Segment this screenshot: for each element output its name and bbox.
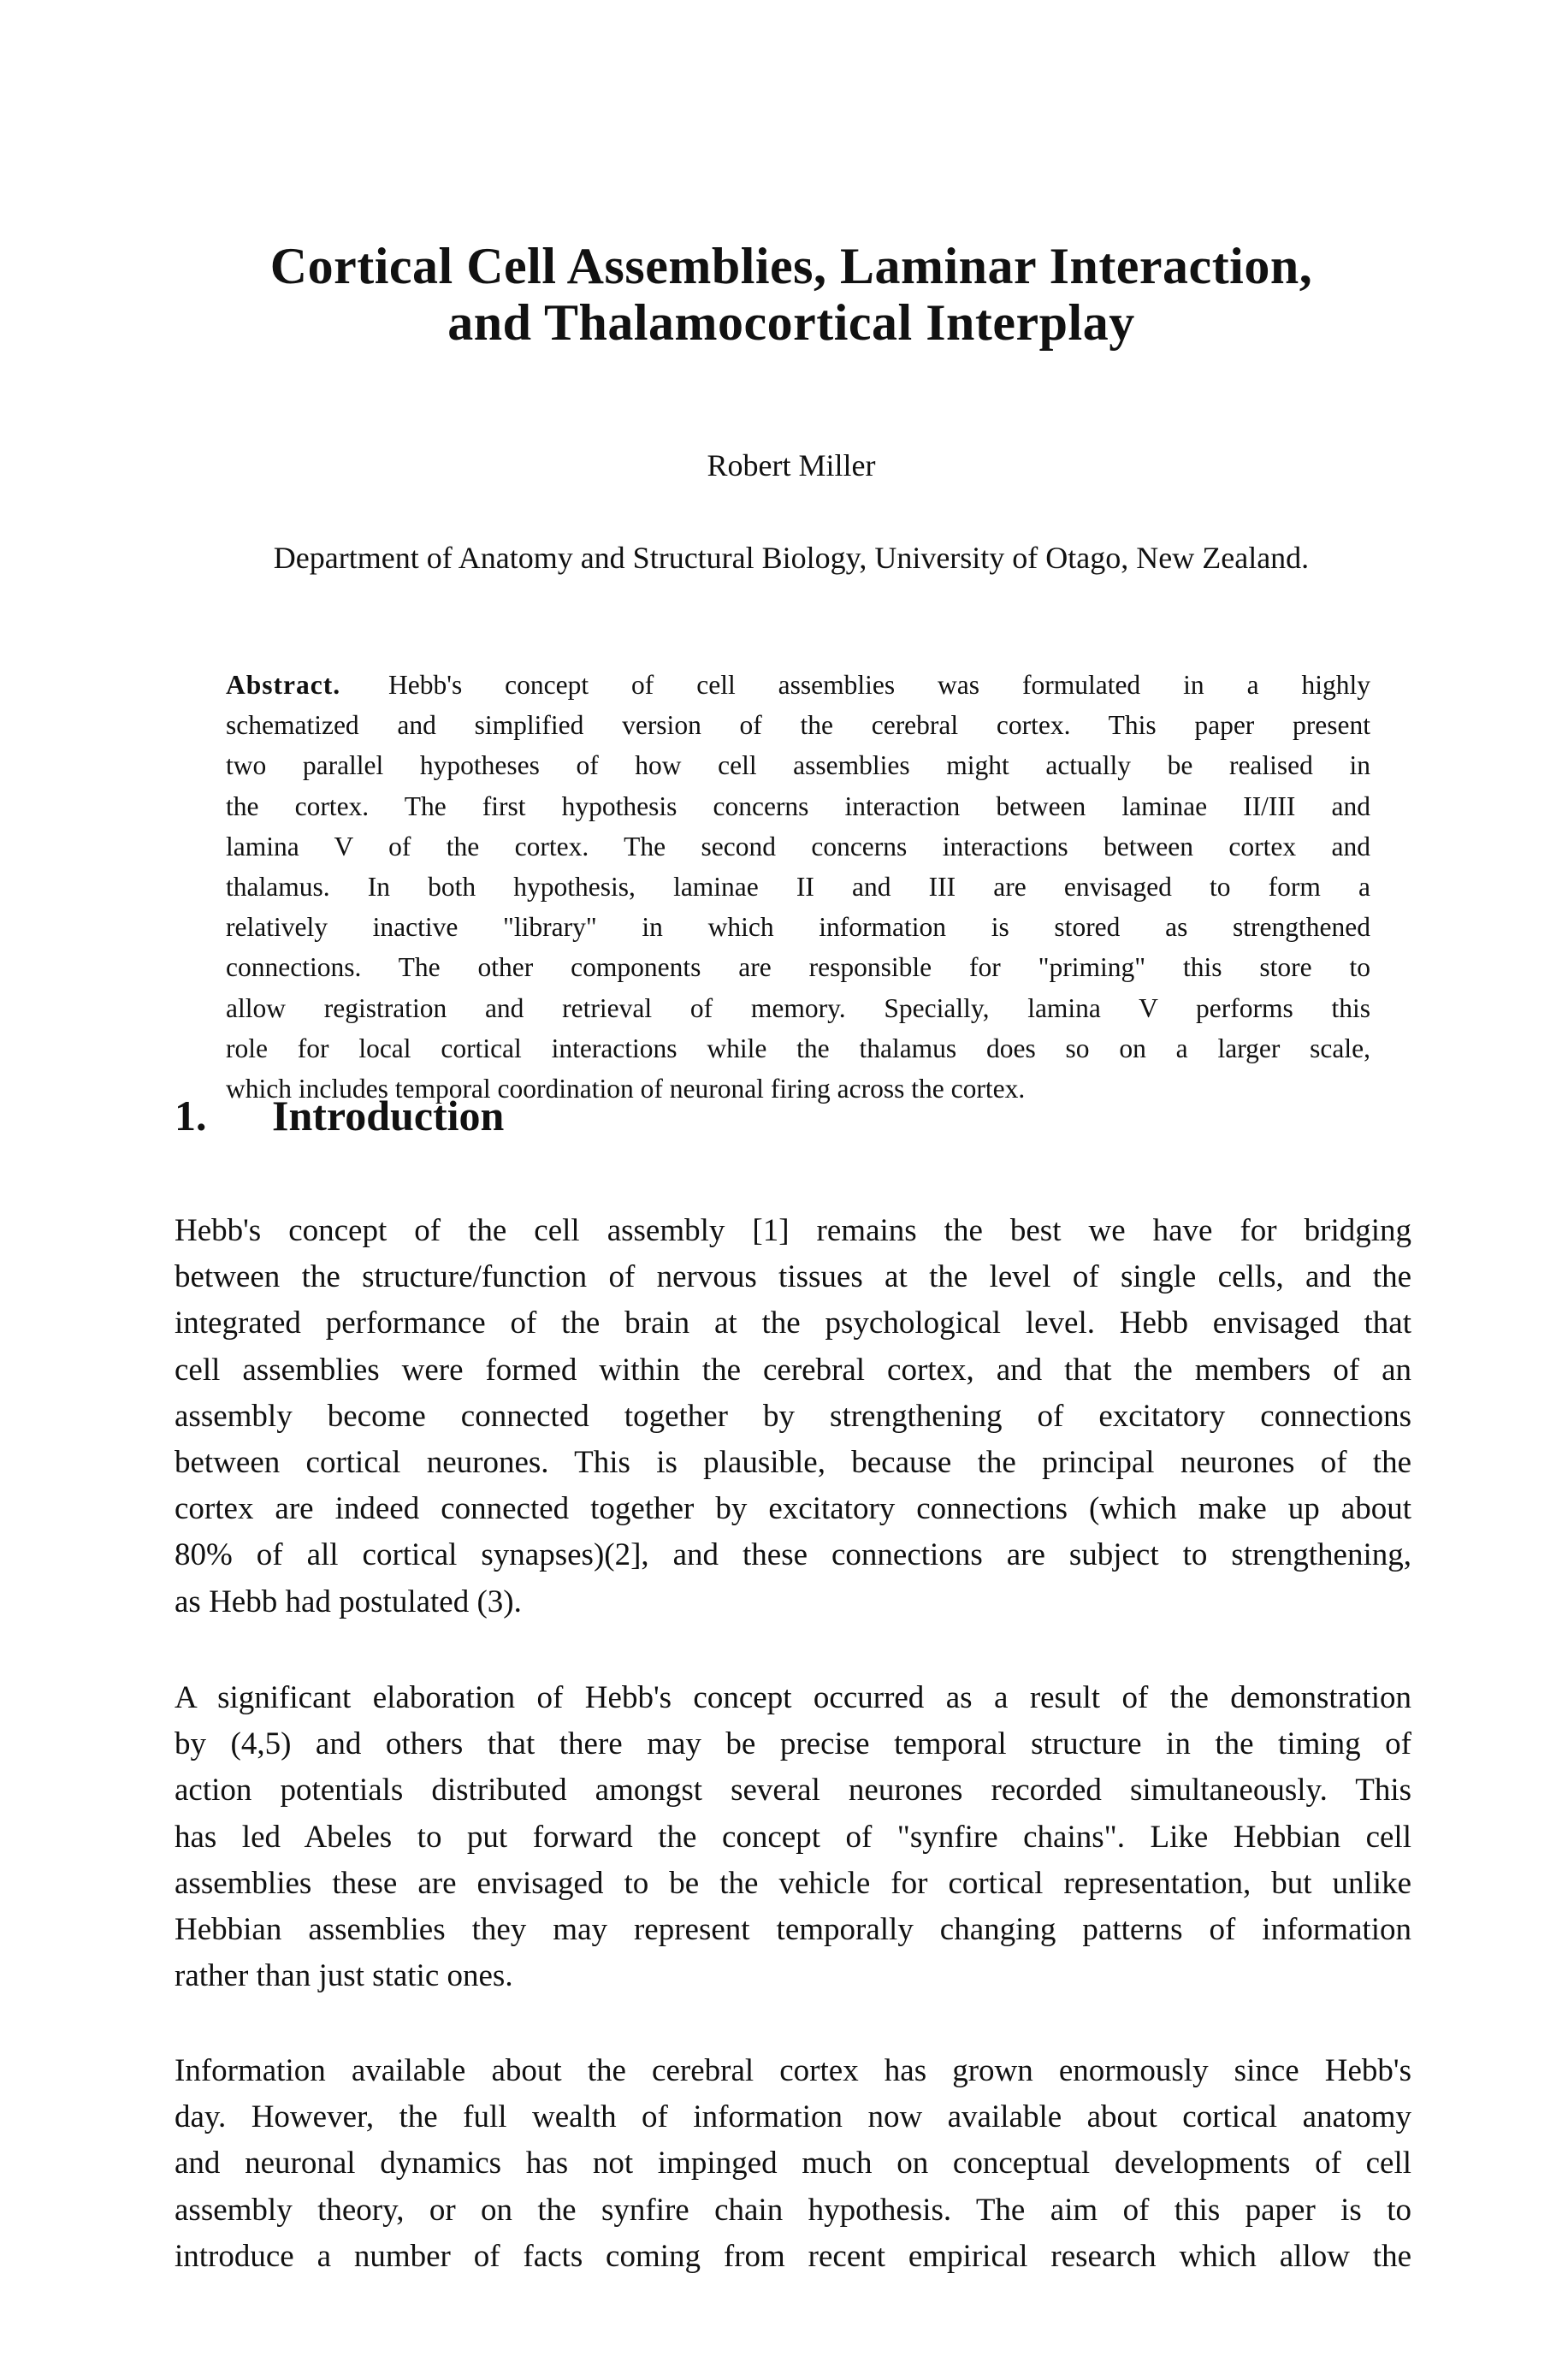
abstract-line: schematized and simplified version of the cerebral cortex. This paper present bbox=[226, 710, 1370, 741]
paragraph-line: cell assemblies were formed within the cerebral cortex, and that the members of an bbox=[175, 1352, 1411, 1388]
abstract-line: two parallel hypotheses of how cell assemblies might actually be realised in bbox=[226, 750, 1370, 781]
paragraph-line: as Hebb had postulated (3). bbox=[175, 1584, 522, 1619]
paragraph-line: cortex are indeed connected together by excitatory connections (which make up about bbox=[175, 1491, 1411, 1527]
paper-title bbox=[171, 238, 1411, 351]
abstract-line: relatively inactive "library" in which information is stored as strengthened bbox=[226, 912, 1370, 943]
paragraph-line: Information available about the cerebral cortex has grown enormously since Hebb's bbox=[175, 2053, 1411, 2088]
section-heading bbox=[175, 1090, 504, 1141]
paragraph-line: assemblies these are envisaged to be the vehicle for cortical representation, but unlike bbox=[175, 1865, 1411, 1901]
abstract-line: allow registration and retrieval of memory. Specially, lamina V performs this bbox=[226, 992, 1370, 1023]
paragraph-line: between cortical neurones. This is plausible, because the principal neurones of the bbox=[175, 1445, 1411, 1481]
abstract-line: Abstract. Hebb's concept of cell assemblies was formulated in a highly bbox=[226, 670, 1370, 700]
paragraph-line: has led Abeles to put forward the concept of "synfire chains". Like Hebbian cell bbox=[175, 1819, 1411, 1855]
paragraph-line: Hebbian assemblies they may represent temporally changing patterns of information bbox=[175, 1912, 1411, 1948]
body-paragraph bbox=[175, 1208, 1411, 1625]
abstract-label: Abstract. bbox=[226, 670, 341, 700]
section-number: 1. bbox=[175, 1092, 207, 1140]
paragraph-line: introduce a number of facts coming from recent empirical research which allow the bbox=[175, 2238, 1411, 2274]
paragraph-line: 80% of all cortical synapses)(2], and these connections are subject to strengthening, bbox=[175, 1537, 1411, 1573]
paragraph-line: assembly become connected together by strengthening of excitatory connections bbox=[175, 1398, 1411, 1434]
paragraph-line: by (4,5) and others that there may be precise temporal structure in the timing of bbox=[175, 1726, 1411, 1762]
abstract-line: role for local cortical interactions while the thalamus does so on a larger scale, bbox=[226, 1033, 1370, 1063]
body-paragraph bbox=[175, 1675, 1411, 1999]
paragraph-line: assembly theory, or on the synfire chain hypothesis. The aim of this paper is to bbox=[175, 2192, 1411, 2228]
paragraph-line: A significant elaboration of Hebb's concept occurred as a result of the demonstration bbox=[175, 1680, 1411, 1715]
abstract-line: thalamus. In both hypothesis, laminae II and III are envisaged to form a bbox=[226, 872, 1370, 903]
title-line: and Thalamocortical Interplay bbox=[447, 294, 1135, 351]
paragraph-line: integrated performance of the brain at the psychological level. Hebb envisaged that bbox=[175, 1305, 1411, 1341]
abstract-line: which includes temporal coordination of neuronal firing across the cortex. bbox=[226, 1074, 1026, 1104]
abstract-line: connections. The other components are responsible for "priming" this store to bbox=[226, 952, 1370, 983]
paragraph-line: rather than just static ones. bbox=[175, 1958, 513, 1994]
paragraph-line: between the structure/function of nervous tissues at the level of single cells, and the bbox=[175, 1259, 1411, 1295]
abstract-line: the cortex. The first hypothesis concerns interaction between laminae II/III and bbox=[226, 790, 1370, 821]
paragraph-line: day. However, the full wealth of information now available about cortical anatomy bbox=[175, 2099, 1411, 2135]
abstract-line: lamina V of the cortex. The second concerns interactions between cortex and bbox=[226, 831, 1370, 861]
author-affiliation: Department of Anatomy and Structural Biology, University of Otago, New Zealand. bbox=[273, 541, 1310, 575]
paragraph-line: Hebb's concept of the cell assembly [1] remains the best we have for bridging bbox=[175, 1213, 1411, 1248]
title-line: Cortical Cell Assemblies, Laminar Interaction, bbox=[269, 238, 1313, 294]
section-title: Introduction bbox=[272, 1092, 505, 1140]
abstract bbox=[226, 665, 1370, 1109]
paragraph-line: action potentials distributed amongst several neurones recorded simultaneously. This bbox=[175, 1773, 1411, 1809]
paragraph-line: and neuronal dynamics has not impinged much on conceptual developments of cell bbox=[175, 2146, 1411, 2182]
author-name: Robert Miller bbox=[707, 448, 876, 482]
body-paragraph bbox=[175, 2048, 1411, 2280]
